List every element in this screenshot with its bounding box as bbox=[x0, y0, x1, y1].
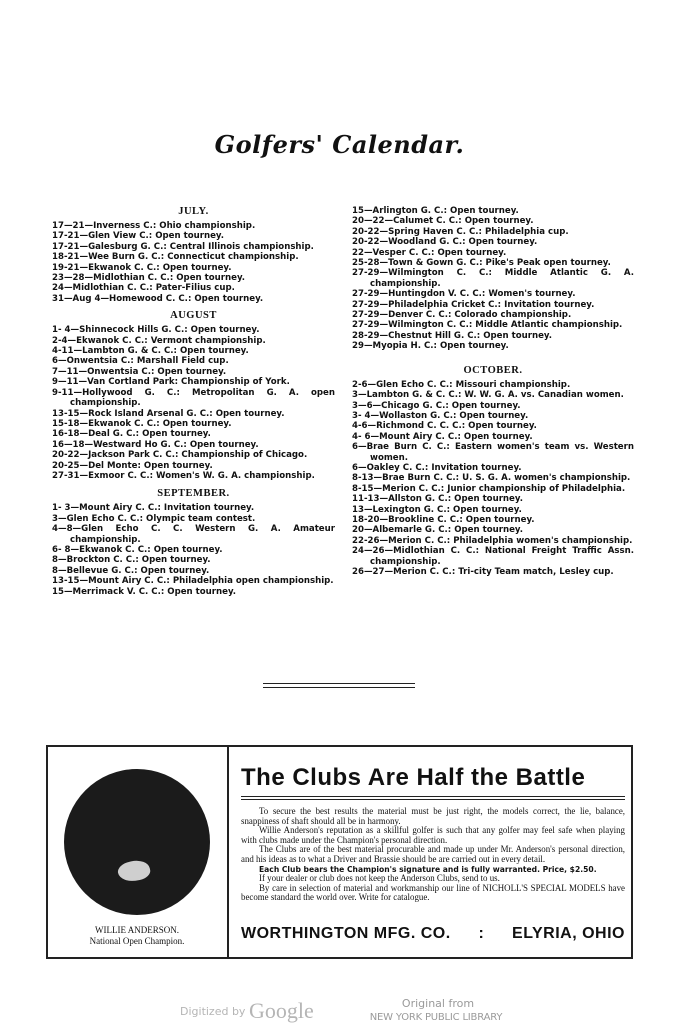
calendar-entry: 7—11—Onwentsia C.: Open tourney. bbox=[52, 366, 227, 377]
calendar-entry: 16—18—Westward Ho G. C.: Open tourney. bbox=[52, 439, 259, 450]
calendar-entry: 20—Albemarle G. C.: Open tourney. bbox=[352, 525, 523, 536]
calendar-entry: 9-11—Hollywood G. C.: Metropolitan G. A. open championship. bbox=[52, 387, 335, 409]
calendar-entry: 20-25—Del Monte: Open tourney. bbox=[52, 460, 213, 471]
calendar-entry: 17-21—Glen View C.: Open tourney. bbox=[52, 231, 225, 242]
july-entries bbox=[52, 221, 335, 304]
calendar-entry: 17-21—Galesburg G. C.: Central Illinois championship. bbox=[52, 241, 314, 252]
caption-title: National Open Champion. bbox=[89, 936, 185, 946]
ad-paragraph: To secure the best results the material must be just right, the models correct, the lie, balance, snappiness of shaft should all be in harmony. bbox=[241, 806, 625, 826]
calendar-entry: 8—Brockton C. C.: Open tourney. bbox=[52, 555, 211, 566]
calendar-entry: 6—Brae Burn C. C.: Eastern women's team vs. Western women. bbox=[352, 442, 634, 463]
calendar-entry: 18-21—Wee Burn G. C.: Connecticut championship. bbox=[52, 252, 299, 263]
ad-headline: The Clubs Are Half the Battle bbox=[241, 764, 586, 791]
calendar-entry: 13—Lexington G. C.: Open tourney. bbox=[352, 504, 522, 515]
calendar-entry: 24—Midlothian C. C.: Pater-Filius cup. bbox=[52, 283, 235, 294]
calendar-entry: 8-13—Brae Burn C. C.: U. S. G. A. women's championship. bbox=[352, 473, 631, 484]
calendar-entry: 3—6—Chicago G. C.: Open tourney. bbox=[352, 400, 521, 411]
calendar-entry: 6—Onwentsia C.: Marshall Field cup. bbox=[52, 356, 229, 367]
library-name: NEW YORK PUBLIC LIBRARY bbox=[369, 1012, 503, 1023]
calendar-entry: 13-15—Rock Island Arsenal G. C.: Open tourney. bbox=[52, 408, 285, 419]
ad-footer bbox=[241, 925, 625, 943]
calendar-entry: 27-29—Denver C. C.: Colorado championship. bbox=[352, 310, 572, 321]
ad-paragraph: By care in selection of material and workmanship our line of NICHOLL'S SPECIAL MODELS have become standard the world over. Write for catalogue. bbox=[241, 882, 625, 903]
calendar-entry: 15-18—Ekwanok C. C.: Open tourney. bbox=[52, 418, 232, 429]
calendar-entry: 28-29—Chestnut Hill G. C.: Open tourney. bbox=[352, 330, 553, 341]
calendar-right-column bbox=[352, 206, 634, 577]
calendar-entry: 15—Arlington G. C.: Open tourney. bbox=[352, 206, 519, 216]
month-heading-august: AUGUST bbox=[170, 310, 217, 322]
photo-caption bbox=[48, 925, 226, 947]
september-continued-entries bbox=[352, 206, 634, 352]
calendar-entry: 22-26—Merion C. C.: Philadelphia women's championship. bbox=[352, 535, 633, 546]
caption-name: WILLIE ANDERSON. bbox=[95, 925, 179, 935]
divider-rule bbox=[263, 687, 415, 688]
calendar-entry: 29—Myopia H. C.: Open tourney. bbox=[352, 341, 509, 352]
calendar-entry: 23—28—Midlothian C. C.: Open tourney. bbox=[52, 273, 246, 284]
calendar-entry: 6- 8—Ekwanok C. C.: Open tourney. bbox=[52, 544, 223, 555]
company-city: ELYRIA, OHIO bbox=[512, 925, 625, 942]
calendar-entry: 9—11—Van Cortland Park: Championship of York. bbox=[52, 377, 290, 388]
photo-highlight bbox=[116, 858, 151, 884]
digitized-by-text: Digitized by bbox=[180, 1005, 246, 1018]
original-from-text: Original from bbox=[401, 997, 475, 1010]
calendar-entry: 27-29—Philadelphia Cricket C.: Invitation tourney. bbox=[352, 299, 595, 310]
calendar-left-column bbox=[52, 206, 335, 597]
page-title: Golfers' Calendar. bbox=[214, 130, 465, 159]
calendar-entry: 11-13—Allston G. C.: Open tourney. bbox=[352, 494, 523, 505]
calendar-entry: 2-4—Ekwanok C. C.: Vermont championship. bbox=[52, 335, 266, 346]
calendar-entry: 3—Lambton G. & C. C.: W. W. G. A. vs. Canadian women. bbox=[352, 390, 624, 401]
ad-paragraph: Willie Anderson's reputation as a skillful golfer is such that any golfer may feel safe when playing with clubs made under the Champion's personal direction. bbox=[241, 825, 625, 845]
calendar-entry: 31—Aug 4—Homewood C. C.: Open tourney. bbox=[52, 293, 264, 304]
month-heading-october: OCTOBER. bbox=[463, 364, 523, 376]
calendar-entry: 4—8—Glen Echo C. C. Western G. A. Amateur championship. bbox=[52, 524, 335, 545]
ad-copy bbox=[241, 807, 625, 903]
google-logo: Google bbox=[248, 998, 314, 1023]
ad-rule bbox=[241, 799, 625, 800]
month-heading-september: SEPTEMBER. bbox=[157, 488, 230, 500]
calendar-entry: 18-20—Brookline C. C.: Open tourney. bbox=[352, 514, 535, 525]
footer-separator: : bbox=[478, 925, 485, 942]
calendar-entry: 15—Merrimack V. C. C.: Open tourney. bbox=[52, 586, 237, 597]
calendar-entry: 4- 6—Mount Airy C. C.: Open tourney. bbox=[352, 431, 533, 442]
company-name: WORTHINGTON MFG. CO. bbox=[241, 925, 451, 942]
calendar-entry: 4-6—Richmond C. C. C.: Open tourney. bbox=[352, 421, 537, 432]
calendar-entry: 27-31—Exmoor C. C.: Women's W. G. A. championship. bbox=[52, 470, 315, 481]
calendar-entry: 2-6—Glen Echo C. C.: Missouri championship. bbox=[352, 379, 571, 390]
calendar-entry: 1- 4—Shinnecock Hills G. C.: Open tourney. bbox=[52, 325, 260, 336]
ad-rule bbox=[241, 796, 625, 797]
calendar-entry: 3—Glen Echo C. C.: Olympic team contest. bbox=[52, 513, 256, 524]
calendar-entry: 3- 4—Wollaston G. C.: Open tourney. bbox=[352, 410, 529, 421]
calendar-entry: 16-18—Deal G. C.: Open tourney. bbox=[52, 429, 211, 440]
champion-portrait-photo bbox=[64, 769, 210, 915]
advertisement bbox=[46, 745, 633, 959]
ad-photo-panel bbox=[48, 747, 229, 957]
ad-paragraph: If your dealer or club does not keep the Anderson Clubs, send to us. bbox=[259, 873, 500, 884]
calendar-entry: 20—22—Calumet C. C.: Open tourney. bbox=[352, 216, 534, 227]
ad-paragraph: The Clubs are of the best material procurable and made up under Mr. Anderson's personal direction, and his ideas as to what a Driver and Brassie should be are carried out in every detail. bbox=[241, 844, 625, 864]
calendar-entry: 27-29—Huntingdon V. C. C.: Women's tourney. bbox=[352, 289, 576, 300]
calendar-entry: 22—Vesper C. C.: Open tourney. bbox=[352, 247, 507, 258]
month-heading-july: JULY. bbox=[178, 206, 209, 217]
calendar-entry: 1- 3—Mount Airy C. C.: Invitation tourney. bbox=[52, 503, 255, 514]
calendar-entry: 17—21—Inverness C.: Ohio championship. bbox=[52, 221, 256, 231]
ad-warranty-line: Each Club bears the Champion's signature and is fully warranted. Price, $2.50. bbox=[259, 864, 597, 874]
calendar-entry: 13-15—Mount Airy C. C.: Philadelphia open championship. bbox=[52, 576, 334, 587]
calendar-entry: 20-22—Jackson Park C. C.: Championship of Chicago. bbox=[52, 450, 308, 461]
october-entries bbox=[352, 380, 634, 578]
calendar-entry: 4-11—Lambton G. & C. C.: Open tourney. bbox=[52, 346, 249, 357]
origin-watermark bbox=[368, 997, 508, 1025]
august-entries bbox=[52, 325, 335, 481]
calendar-entry: 25-28—Town & Gown G. C.: Pike's Peak open tourney. bbox=[352, 258, 611, 269]
september-entries bbox=[52, 503, 335, 597]
divider-rule bbox=[263, 683, 415, 684]
calendar-entry: 8—Bellevue G. C.: Open tourney. bbox=[52, 565, 210, 576]
calendar-entry: 6—Oakley C. C.: Invitation tourney. bbox=[352, 462, 522, 473]
calendar-entry: 8-15—Merion C. C.: Junior championship of Philadelphia. bbox=[352, 483, 626, 494]
calendar-entry: 27-29—Wilmington C. C.: Middle Atlantic G. A. championship. bbox=[352, 268, 634, 289]
calendar-entry: 20-22—Spring Haven C. C.: Philadelphia cup. bbox=[352, 226, 569, 237]
calendar-entry: 19-21—Ekwanok C. C.: Open tourney. bbox=[52, 262, 232, 273]
calendar-entry: 24—26—Midlothian C. C.: National Freight Traffic Assn. championship. bbox=[352, 546, 634, 567]
calendar-entry: 20-22—Woodland G. C.: Open tourney. bbox=[352, 237, 538, 248]
ad-body bbox=[241, 747, 625, 903]
digitized-watermark bbox=[180, 998, 314, 1024]
calendar-entry: 27-29—Wilmington C. C.: Middle Atlantic championship. bbox=[352, 320, 623, 331]
calendar-entry: 26—27—Merion C. C.: Tri-city Team match, Lesley cup. bbox=[352, 567, 614, 577]
